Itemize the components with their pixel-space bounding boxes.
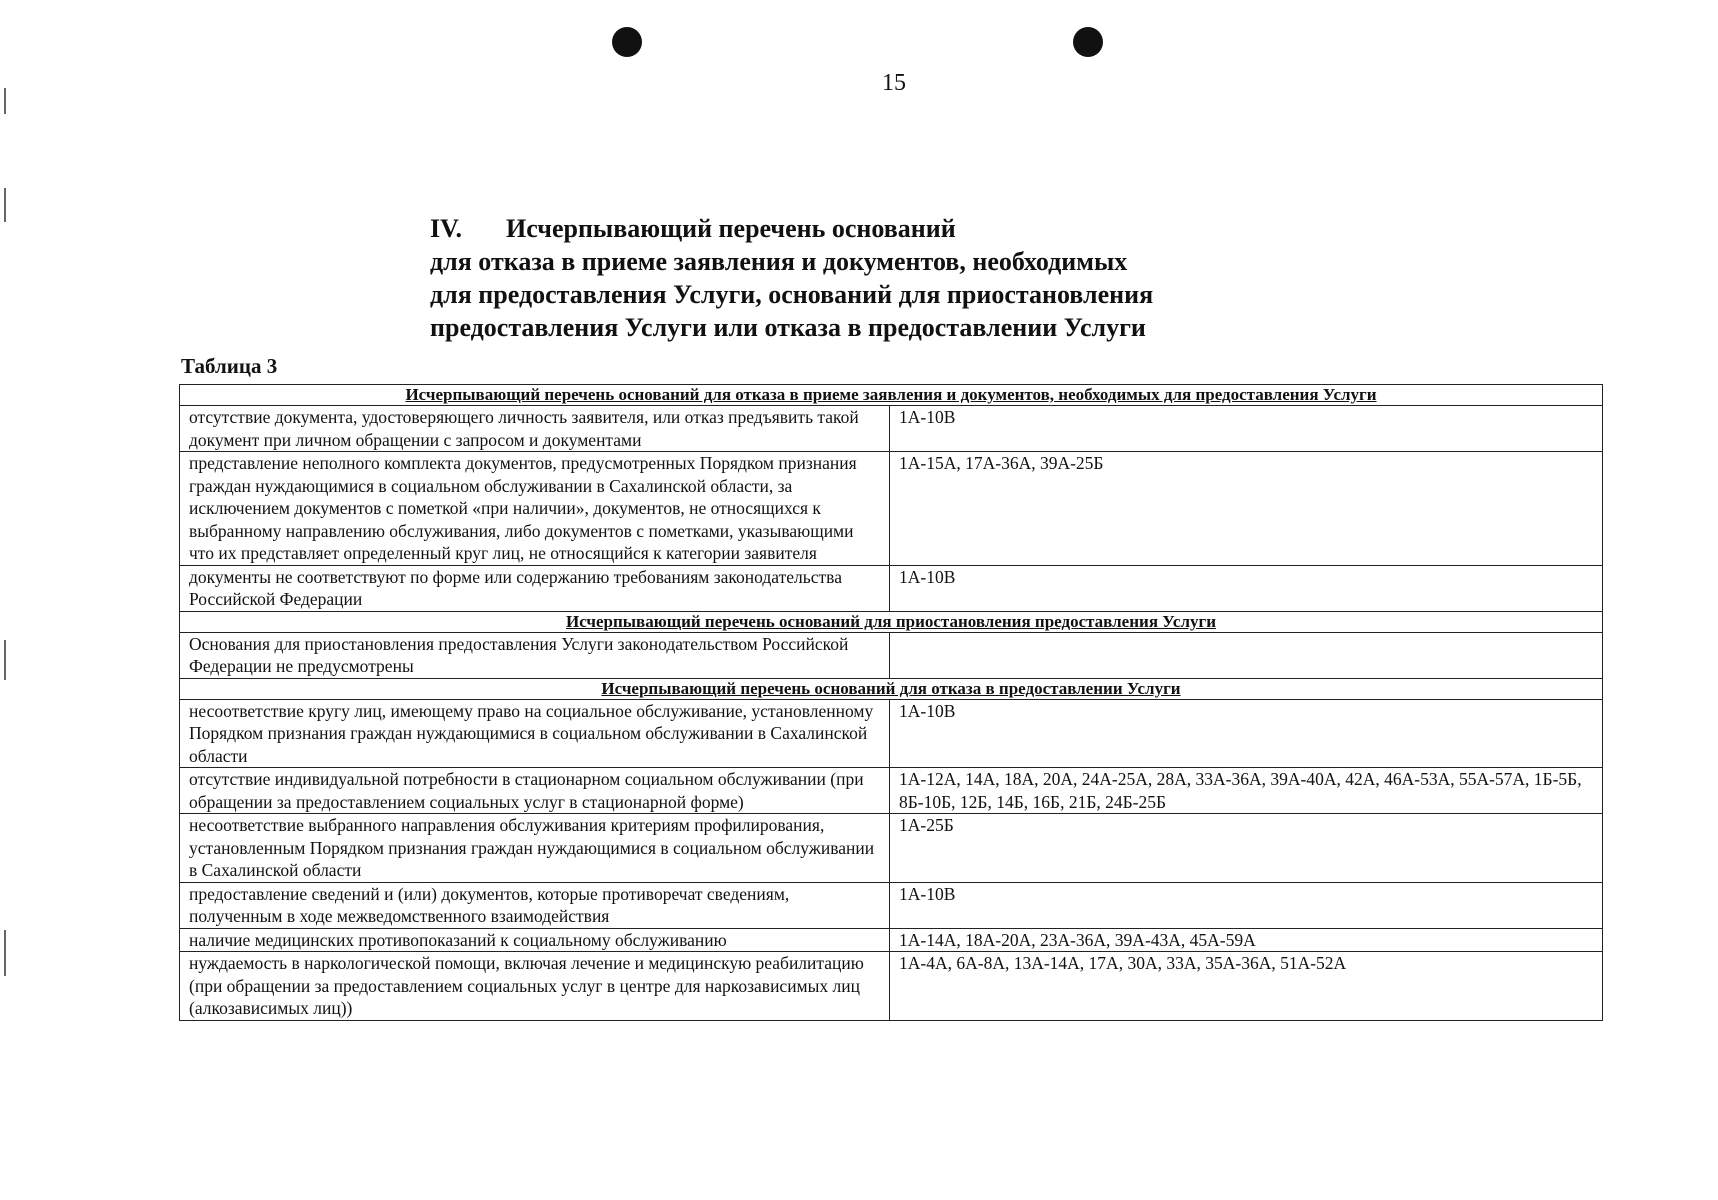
scan-margin-mark — [4, 640, 6, 680]
codes-cell: 1А-12А, 14А, 18А, 20А, 24А-25А, 28А, 33А-36А, 39А-40А, 42А, 46А-53А, 55А-57А, 1Б-5Б, 8Б-10Б, 12Б, 14Б, 16Б, 21Б, 24Б-25Б — [890, 768, 1603, 814]
heading-line — [430, 212, 956, 245]
codes-cell: 1А-14А, 18А-20А, 23А-36А, 39А-43А, 45А-59А — [890, 928, 1603, 952]
heading-line: предоставления Услуги или отказа в предоставлении Услуги — [430, 313, 1146, 342]
ground-cell: предоставление сведений и (или) документов, которые противоречат сведениям, полученным в ходе межведомственного взаимодействия — [180, 882, 890, 928]
ground-cell: наличие медицинских противопоказаний к социальному обслуживанию — [180, 928, 890, 952]
ground-cell: Основания для приостановления предоставления Услуги законодательством Российской Федерации не предусмотрены — [180, 632, 890, 678]
page-number: 15 — [882, 70, 906, 96]
heading-line: для предоставления Услуги, оснований для приостановления — [430, 280, 1154, 309]
table-label: Таблица 3 — [181, 354, 278, 378]
codes-cell: 1А-25Б — [890, 814, 1603, 883]
codes-cell: 1А-10В — [890, 406, 1603, 452]
section-heading — [430, 212, 1154, 344]
ground-cell: представление неполного комплекта документов, предусмотренных Порядком признания граждан нуждающимися в социальном обслуживании в Сахалинской области, за исключением документов с пометкой «при наличии», документов, не относящихся к выбранному направлению обслуживания, либо документов с пометками, указывающими что их представляет определенный круг лиц, не относящийся к категории заявителя — [180, 452, 890, 566]
section-title: Исчерпывающий перечень оснований для отказа в предоставлении Услуги — [180, 678, 1603, 699]
punch-hole-left — [612, 27, 642, 57]
heading-text: Исчерпывающий перечень оснований — [506, 214, 956, 243]
table-row — [180, 768, 1603, 814]
table-row — [180, 406, 1603, 452]
ground-cell: нуждаемость в наркологической помощи, включая лечение и медицинскую реабилитацию (при обращении за предоставлением социальных услуг в центре для наркозависимых лиц (алкозависимых лиц)) — [180, 952, 890, 1021]
codes-cell: 1А-10В — [890, 565, 1603, 611]
heading-number: IV. — [430, 214, 463, 243]
heading-line: для отказа в приеме заявления и документов, необходимых — [430, 247, 1128, 276]
table-row — [180, 565, 1603, 611]
table-row — [180, 952, 1603, 1021]
codes-cell: 1А-10В — [890, 699, 1603, 768]
table-row — [180, 814, 1603, 883]
codes-cell: 1А-10В — [890, 882, 1603, 928]
section-title: Исчерпывающий перечень оснований для отказа в приеме заявления и документов, необходимых для предоставления Услуги — [180, 385, 1603, 406]
grounds-table — [179, 384, 1603, 1021]
table-row — [180, 928, 1603, 952]
ground-cell: несоответствие выбранного направления обслуживания критериям профилирования, установленным Порядком признания граждан нуждающимися в социальном обслуживании в Сахалинской области — [180, 814, 890, 883]
ground-cell: документы не соответствуют по форме или содержанию требованиям законодательства Российской Федерации — [180, 565, 890, 611]
codes-cell — [890, 632, 1603, 678]
section-header-row — [180, 678, 1603, 699]
section-title: Исчерпывающий перечень оснований для приостановления предоставления Услуги — [180, 611, 1603, 632]
codes-cell: 1А-15А, 17А-36А, 39А-25Б — [890, 452, 1603, 566]
table-row — [180, 632, 1603, 678]
table-row — [180, 882, 1603, 928]
punch-hole-right — [1073, 27, 1103, 57]
scan-margin-mark — [4, 930, 6, 976]
codes-cell: 1А-4А, 6А-8А, 13А-14А, 17А, 30А, 33А, 35А-36А, 51А-52А — [890, 952, 1603, 1021]
ground-cell: несоответствие кругу лиц, имеющему право на социальное обслуживание, установленному Порядком признания граждан нуждающимися в социальном обслуживании в Сахалинской области — [180, 699, 890, 768]
section-header-row — [180, 385, 1603, 406]
table-row — [180, 452, 1603, 566]
section-header-row — [180, 611, 1603, 632]
ground-cell: отсутствие индивидуальной потребности в стационарном социальном обслуживании (при обращении за предоставлением социальных услуг в стационарной форме) — [180, 768, 890, 814]
ground-cell: отсутствие документа, удостоверяющего личность заявителя, или отказ предъявить такой документ при личном обращении с запросом и документами — [180, 406, 890, 452]
scan-margin-mark — [4, 188, 6, 222]
table-row — [180, 699, 1603, 768]
